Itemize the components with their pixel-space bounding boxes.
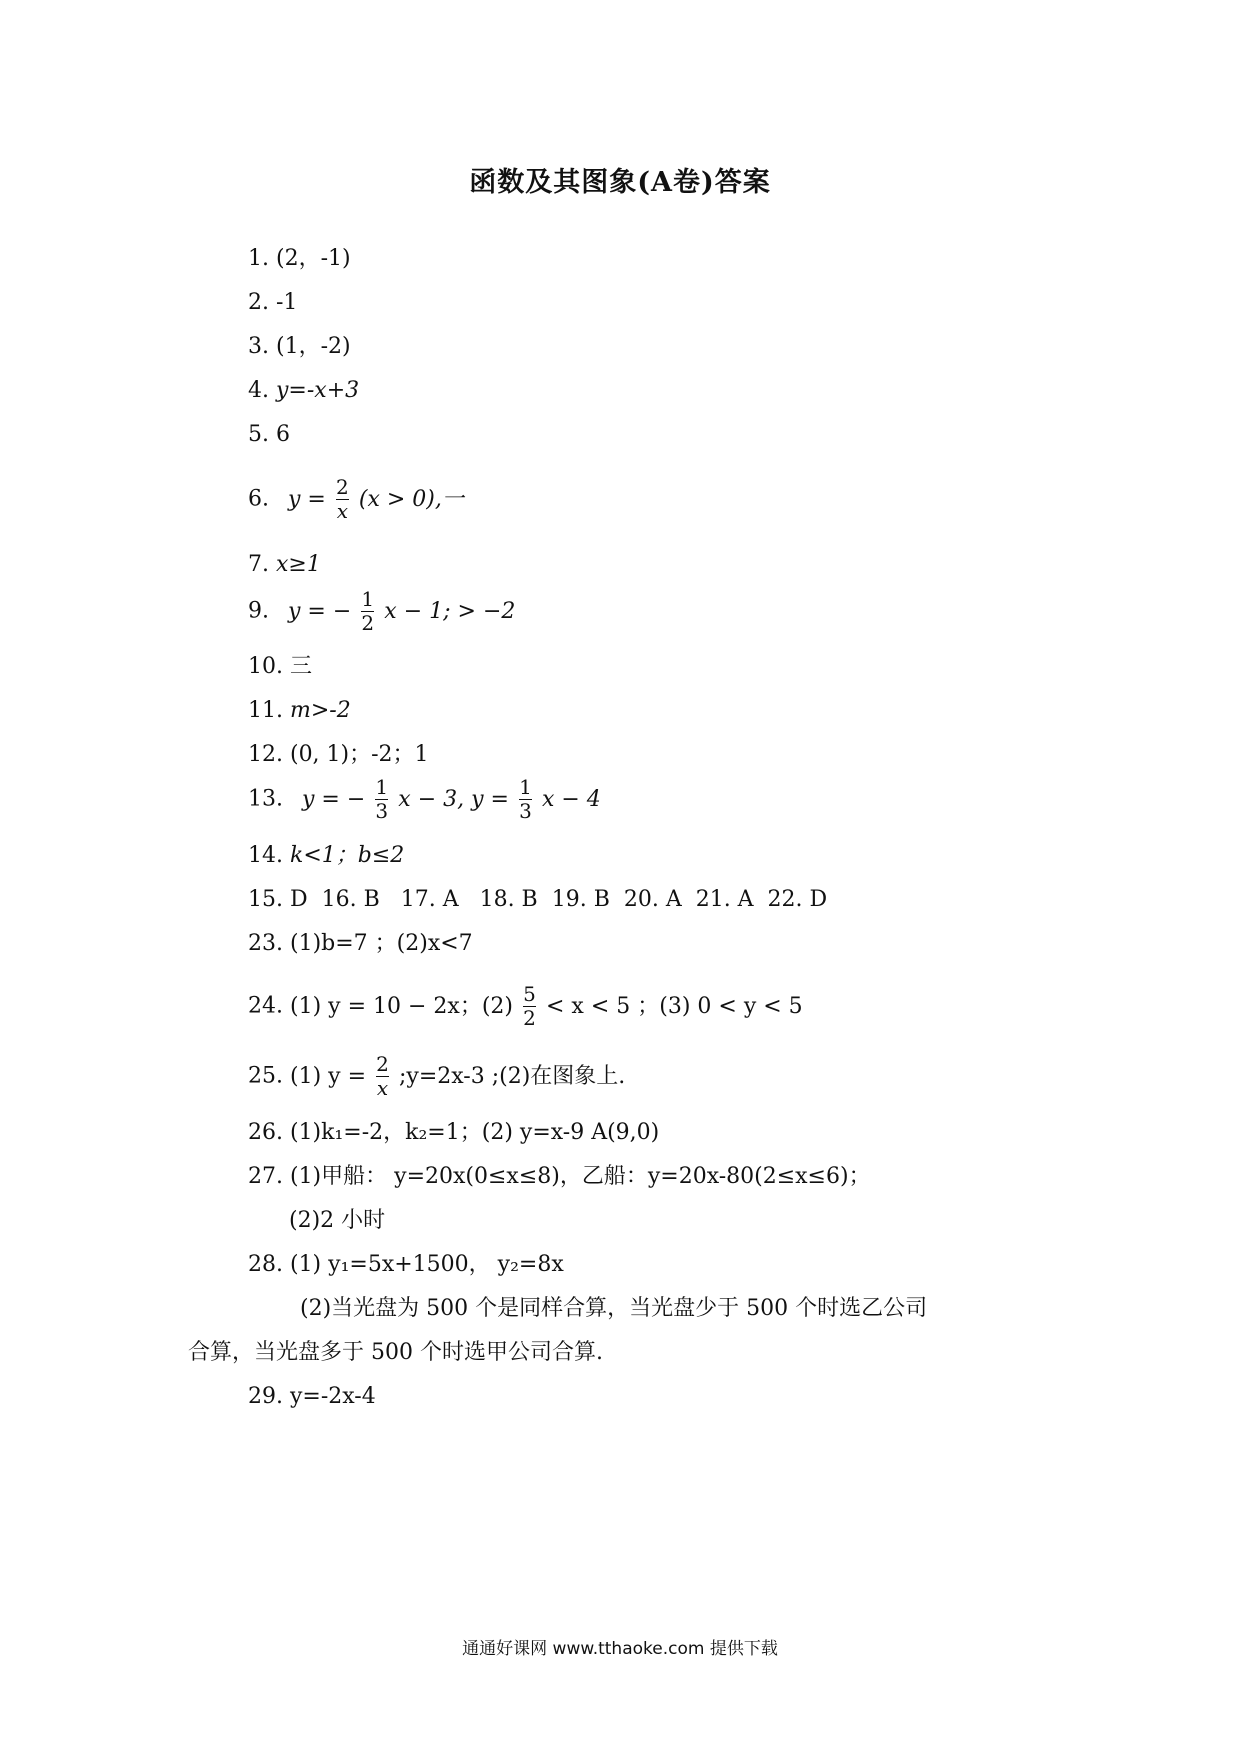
- answer-13: [248, 776, 601, 823]
- answer-3: 3. (1，-2): [248, 334, 351, 359]
- fraction: [376, 1053, 389, 1100]
- answer-10: 10. 三: [248, 654, 312, 679]
- fraction-numerator: 2: [376, 1052, 389, 1076]
- math-lhs: y = −: [302, 786, 366, 812]
- footer-text: 通通好课网 www.tthaoke.com 提供下载: [462, 1639, 778, 1659]
- page-title: 函数及其图象(A卷)答案: [469, 167, 771, 198]
- answer-5: 5. 6: [248, 422, 290, 447]
- math-part-2: < x < 5 ；(3) 0 < y < 5: [546, 993, 803, 1019]
- fraction-numerator: 1: [361, 587, 375, 611]
- math-lhs: y = −: [288, 598, 352, 624]
- answer-26: 26. (1)k₁=-2，k₂=1；(2) y=x-9 A(9,0): [248, 1120, 660, 1145]
- answer-6: [248, 476, 464, 523]
- math-expression: x≥1: [276, 552, 321, 577]
- answer-28-line-1: 28. (1) y₁=5x+1500， y₂=8x: [248, 1252, 564, 1277]
- fraction-denominator: 3: [519, 799, 532, 823]
- answer-number: 9.: [248, 598, 269, 624]
- answer-7: [248, 554, 321, 576]
- math-expression: k<1；b≤2: [290, 843, 405, 868]
- math-rest: x − 1; > −2: [384, 598, 516, 624]
- fraction-numerator: 1: [375, 775, 389, 799]
- fraction-denominator: 3: [375, 799, 389, 823]
- answer-27-line-2: (2)2 小时: [289, 1208, 386, 1233]
- fraction: [519, 776, 532, 823]
- answer-number: 13.: [248, 786, 283, 812]
- math-rest: (x > 0),一: [358, 486, 464, 512]
- fraction-numerator: 2: [335, 475, 349, 499]
- fraction-denominator: x: [336, 499, 348, 523]
- fraction-denominator: 2: [523, 1006, 536, 1030]
- fraction: [336, 476, 349, 523]
- answer-number: 7.: [248, 552, 269, 577]
- fraction-numerator: 5: [523, 982, 536, 1006]
- math-lhs: y =: [288, 486, 326, 512]
- math-part-1: (1) y =: [290, 1063, 367, 1089]
- answer-1: 1. (2，-1): [248, 246, 351, 271]
- answer-11: [248, 700, 351, 722]
- answer-29: 29. y=-2x-4: [248, 1384, 376, 1409]
- answer-27-line-1: 27. (1)甲船： y=20x(0≤x≤8)，乙船：y=20x-80(2≤x≤6)；: [248, 1164, 871, 1189]
- math-expression: y=-x+3: [276, 378, 360, 403]
- math-expression: (1)b=7 ；(2)x<7: [290, 931, 473, 956]
- answer-14: [248, 845, 404, 867]
- answer-number: 25.: [248, 1063, 283, 1089]
- answer-12: 12. (0, 1)；-2；1: [248, 742, 429, 767]
- math-part-1: (1) y = 10 − 2x；(2): [290, 993, 513, 1019]
- answer-15-22: 15. D 16. B 17. A 18. B 19. B 20. A 21. A 22. D: [248, 887, 828, 912]
- fraction-denominator: 2: [361, 611, 375, 635]
- answer-23: [248, 933, 473, 955]
- answer-9: [248, 588, 515, 635]
- math-rest: x − 4: [541, 786, 601, 812]
- answer-number: 4.: [248, 378, 269, 403]
- fraction: [523, 983, 536, 1030]
- answer-4: [248, 380, 359, 402]
- answer-2: 2. -1: [248, 290, 298, 315]
- answer-28-line-3: 合算，当光盘多于 500 个时选甲公司合算.: [188, 1340, 603, 1365]
- answer-number: 23.: [248, 931, 283, 956]
- fraction: [375, 776, 388, 823]
- math-middle: x − 3, y =: [398, 786, 509, 812]
- math-part-2: ;y=2x-3 ;(2)在图象上.: [399, 1063, 626, 1089]
- fraction: [361, 588, 374, 635]
- answer-number: 24.: [248, 993, 283, 1019]
- answer-24: [248, 983, 803, 1030]
- fraction-denominator: x: [376, 1076, 389, 1100]
- answer-28-line-2: (2)当光盘为 500 个是同样合算，当光盘少于 500 个时选乙公司: [300, 1296, 928, 1321]
- math-expression: m>-2: [290, 698, 351, 723]
- fraction-numerator: 1: [519, 775, 532, 799]
- answer-25: [248, 1053, 625, 1100]
- answer-number: 6.: [248, 486, 269, 512]
- answer-number: 14.: [248, 843, 283, 868]
- answer-number: 11.: [248, 698, 283, 723]
